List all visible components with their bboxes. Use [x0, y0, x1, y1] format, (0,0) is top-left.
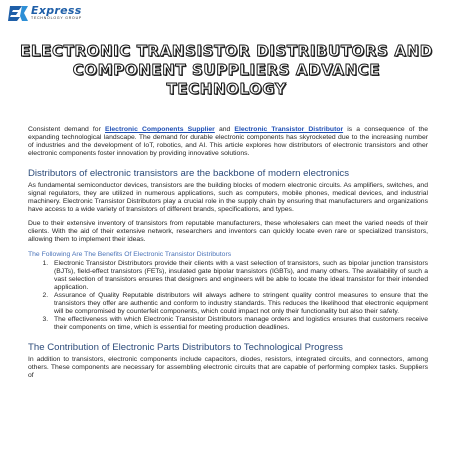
logo-name: Express [31, 4, 82, 18]
benefit-item: 2. Assurance of Quality Reputable distributors will always adhere to stringent quality control measures to ensure that the transistors they offer are authentic and conform to industry standards. This reduces the likelihood that electronic equipment will be compromised by counterfeit components, which could impact not only their functionality but also their safety. [50, 292, 428, 316]
logo-tagline: TECHNOLOGY GROUP [31, 16, 83, 21]
electronic-components-supplier-link[interactable]: Electronic Components Supplier [104, 126, 215, 133]
benefits-list [28, 260, 428, 333]
benefits-subheading: The Following Are The Benefits Of Electronic Transistor Distributors [28, 250, 232, 258]
intro-text-end: is a consequence of the expanding technological landscape. The demand for durable electronic components has skyrocketed due to the increasing number of industries and the development of IoT, robotics, and AI. This article explores how distributors of electronic transistors and other electronic components foster innovation by providing innovative solutions. [28, 126, 428, 158]
benefit-item: 3. The effectiveness with which Electronic Transistor Distributors manage orders and logistics ensures that customers receive their components on time, which is essential for meeting production deadlines. [50, 316, 428, 332]
benefit-item: 1. Electronic Transistor Distributors provide their clients with a vast selection of transistors, such as bipolar junction transistors (BJTs), field-effect transistors (FETs), insulated gate bipolar transistors (IGBTs), and many others. The availability of such a vast selection of transistors ensures that designers and engineers will be able to locate the ideal transistor for their intended application. [50, 260, 428, 292]
express-logo-icon [8, 4, 28, 22]
electronic-transistor-distributor-link[interactable]: Electronic Transistor Distributor [234, 126, 344, 133]
company-logo [8, 3, 128, 23]
article-body [28, 126, 428, 386]
intro-paragraph [28, 126, 428, 158]
section-heading-backbone: Distributors of electronic transistors are the backbone of modern electronics [28, 168, 350, 180]
page-title: ELECTRONIC TRANSISTOR DISTRIBUTORS AND COMPONENT SUPPLIERS ADVANCE TECHNOLOGY [20, 42, 433, 98]
section1-paragraph-2: Due to their extensive inventory of transistors from reputable manufacturers, these wholesalers can meet the varied needs of their clients. With the aid of their extensive network, researchers and inventors can quickly locate even rare or specialized transistors, allowing them to implement their ideas. [28, 220, 428, 244]
intro-text-mid: and [214, 126, 235, 133]
section-heading-contribution: The Contribution of Electronic Parts Distributors to Technological Progress [28, 342, 343, 354]
section2-paragraph-1: In addition to transistors, electronic components include capacitors, diodes, resistors, integrated circuits, and connectors, among others. These components are necessary for assembling electronic circuits that are capable of performing complex tasks. Suppliers of [28, 355, 428, 380]
section1-paragraph-1: As fundamental semiconductor devices, transistors are the building blocks of modern electronic circuits. As amplifiers, switches, and signal regulators, they are utilized in numerous applications, such as computers, mobile phones, medical devices, and industrial machinery. Electronic Transistor Distributors play a crucial role in the supply chain by ensuring that manufacturers and organizations have access to a wide variety of transistors of different brands, specifications, and types. [28, 181, 428, 214]
intro-text-start: Consistent demand for [28, 126, 105, 133]
